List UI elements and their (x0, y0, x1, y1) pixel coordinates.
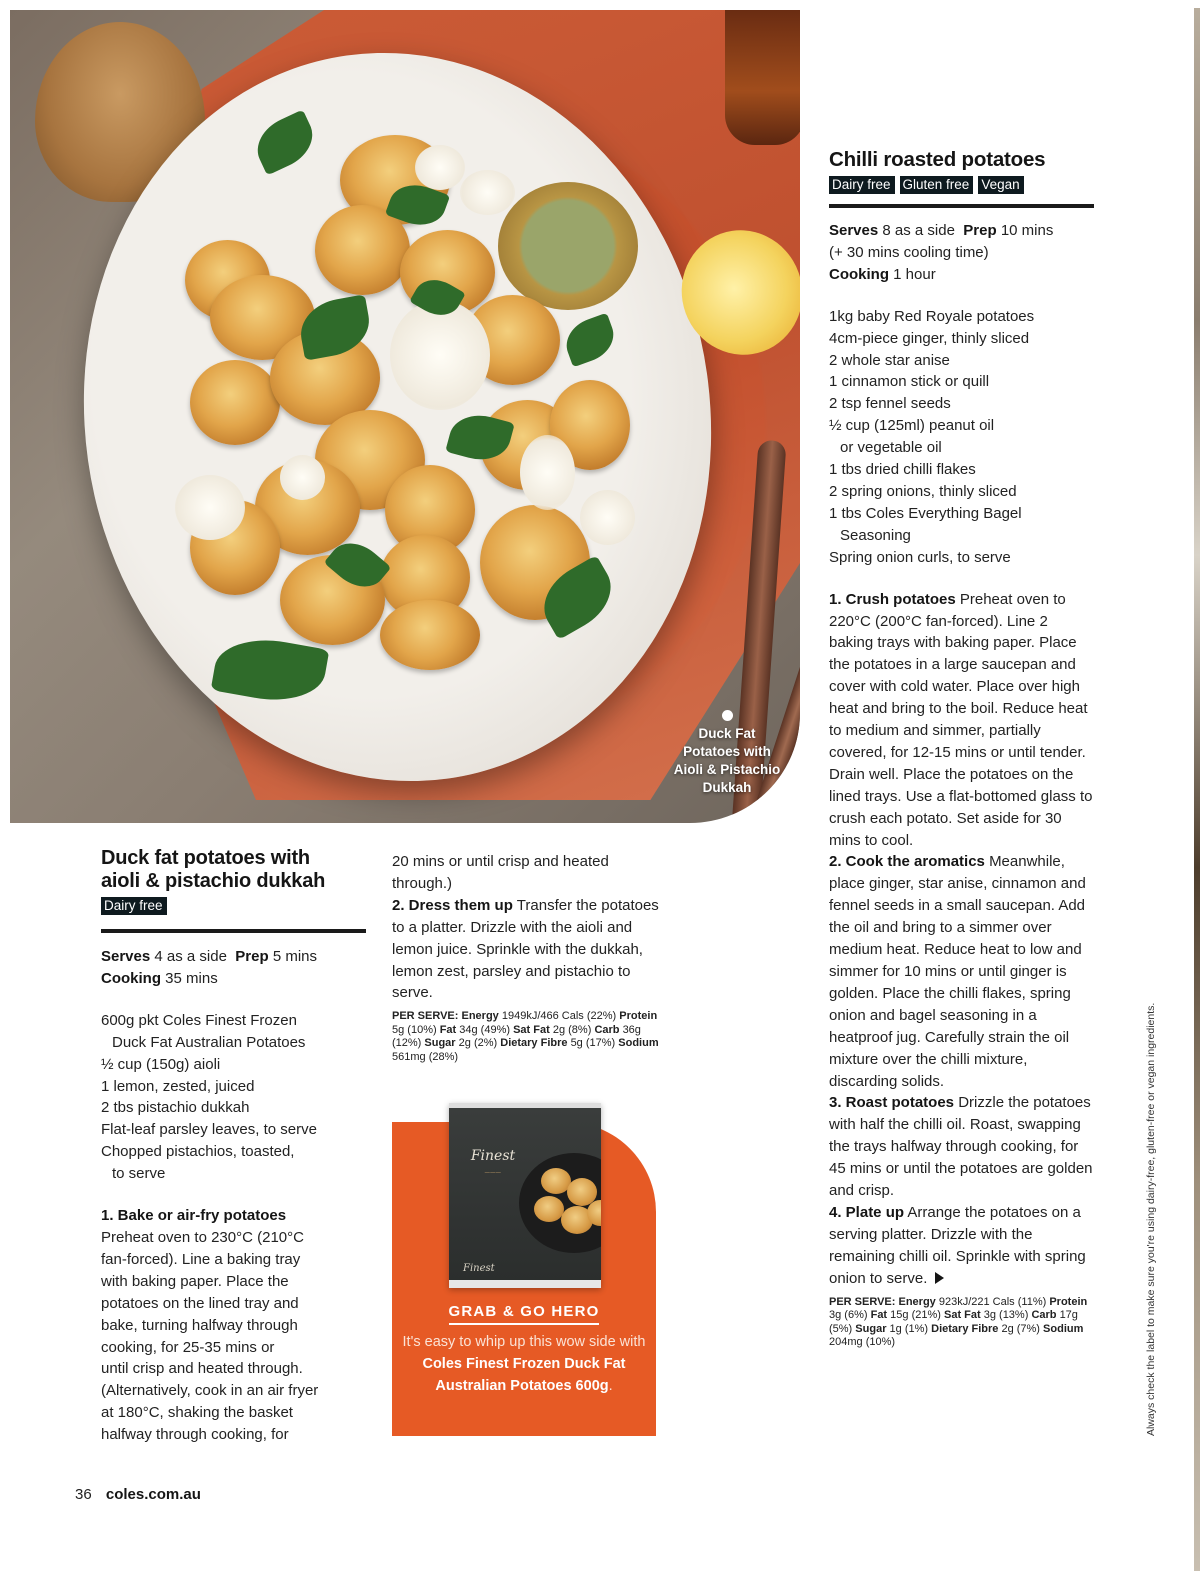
method-steps: 1. Bake or air-fry potatoes Preheat oven to 230°C (210°C fan-forced). Line a baking tray with baking paper. Place the potatoes on the lined tray and bake, turning halfway through cooking, for 25-35 mins or until crisp and heated through. (Alternatively, cook in an air fryer at 180°C, shaking the basket halfway through cooking, for (101, 1207, 319, 1444)
aioli-dollop-graphic (520, 435, 575, 510)
aioli-dollop-graphic (580, 490, 635, 545)
ingredient-item: 2 tsp fennel seeds (829, 395, 951, 413)
ingredient-item: 2 tbs pistachio dukkah (101, 1099, 250, 1117)
method-steps (829, 589, 1094, 1290)
recipe-title: Duck fat potatoes with aioli & pistachio dukkah (101, 847, 326, 892)
recipe-title: Chilli roasted potatoes (829, 148, 1046, 171)
continue-arrow-icon (935, 1272, 944, 1284)
product-brand-label: Finest ——— (470, 1148, 516, 1176)
aioli-dollop-graphic (175, 475, 245, 540)
ingredient-item: Spring onion curls, to serve (829, 548, 1011, 566)
dukkah-bowl-graphic (498, 182, 638, 310)
ingredient-item: ½ cup (150g) aioli (101, 1055, 221, 1073)
recipe-duck-fat-potatoes (101, 847, 366, 1446)
potato-graphic (534, 1196, 564, 1222)
aioli-dollop-graphic (460, 170, 515, 215)
method-step: 2. Cook the aromatics Meanwhile, place ginger, star anise, cinnamon and fennel seeds in a small saucepan. Add the oil and bring to a simmer over medium heat. Reduce heat to low and simmer for 10 mins or until ginger is golden. Place the chilli flakes, spring onion and bagel seasoning in a heatproof jug. Carefully strain the oil mixture over the chilli mixture, discarding solids. (829, 853, 1086, 1090)
recipe-meta: Serves 4 as a side Prep 5 mins Cooking 35 mins (101, 948, 317, 987)
method-steps (392, 851, 660, 1004)
ingredient-list (829, 306, 1094, 569)
method-step: 2. Dress them up Transfer the potatoes to a platter. Drizzle with the aioli and lemon juice. Sprinkle with the dukkah, lemon zest, parsley and pistachio to serve. (392, 896, 659, 1002)
tag-dairy-free: Dairy free (829, 176, 895, 194)
nutrition-info: PER SERVE: Energy 923kJ/221 Cals (11%) Protein 3g (6%) Fat 15g (21%) Sat Fat 3g (13%) Carb 17g (5%) Sugar 1g (1%) Dietary Fibre 2g (7%) Sodium 204mg (10%) (829, 1295, 1088, 1349)
ingredient-item: 1 cinnamon stick or quill (829, 373, 990, 391)
ingredient-item: 2 whole star anise (829, 351, 950, 369)
aioli-dollop-graphic (415, 145, 465, 190)
next-page-edge (1194, 8, 1200, 1571)
ingredient-item: 4cm-piece ginger, thinly sliced (829, 329, 1030, 347)
ingredient-list (101, 1010, 366, 1185)
potato-graphic (380, 600, 480, 670)
promo-text (392, 1302, 656, 1397)
promo-body: It's easy to whip up this wow side with Coles Finest Frozen Duck Fat Australian Potatoes 600g. (402, 1334, 646, 1394)
ingredient-item: 1 tbs Coles Everything Bagel (829, 504, 1022, 522)
ingredient-item: 1kg baby Red Royale potatoes (829, 307, 1035, 325)
ingredient-item: Flat-leaf parsley leaves, to serve (101, 1121, 317, 1139)
recipe-duck-fat-potatoes-continued (392, 851, 660, 1064)
ingredient-item: ½ cup (125ml) peanut oil (829, 417, 995, 435)
ingredient-item: 1 tbs dried chilli flakes (829, 461, 976, 479)
tag-gluten-free: Gluten free (900, 176, 974, 194)
method-step: 1. Crush potatoes Preheat oven to 220°C (200°C fan-forced). Line 2 baking trays with baking paper. Place the potatoes in a large saucepan and cover with cold water. Place over high heat and bring to the boil. Reduce heat to medium and simmer, partially covered, for 12-15 mins or until tender. Drain well. Place the potatoes on the lined trays. Use a flat-bottomed glass to crush each potato. Set aside for 30 mins to cool. (829, 590, 1093, 849)
hero-photo (10, 10, 800, 823)
dietary-disclaimer: Always check the label to make sure you're using dairy-free, gluten-free or vegan ingredients. (1145, 1002, 1157, 1436)
tag-vegan: Vegan (978, 176, 1023, 194)
method-step: 20 mins or until crisp and heated through.) (392, 853, 609, 892)
dietary-tags (101, 897, 366, 915)
title-rule (829, 204, 1094, 208)
page-footer (75, 1486, 201, 1504)
ingredient-item: Chopped pistachios, toasted, (101, 1143, 295, 1161)
ingredient-item: 2 spring onions, thinly sliced (829, 482, 1017, 500)
promo-heading: GRAB & GO HERO (449, 1302, 600, 1325)
ingredient-item: Seasoning (840, 526, 911, 544)
ingredient-item: to serve (112, 1165, 166, 1183)
title-rule (101, 929, 366, 933)
drink-glass-graphic (725, 10, 800, 145)
ingredient-item: 600g pkt Coles Finest Frozen (101, 1011, 297, 1029)
ingredient-item: 1 lemon, zested, juiced (101, 1077, 255, 1095)
potato-graphic (190, 360, 280, 445)
method-step: 4. Plate up Arrange the potatoes on a serving platter. Drizzle with the remaining chilli oil. Sprinkle with spring onion to serve. (829, 1203, 1086, 1287)
ingredient-item: Duck Fat Australian Potatoes (112, 1033, 306, 1051)
caption-dot-icon (722, 710, 733, 721)
tag-dairy-free: Dairy free (101, 897, 167, 915)
photo-caption: Duck Fat Potatoes with Aioli & Pistachio Dukkah (658, 710, 796, 797)
recipe-chilli-roasted-potatoes (829, 148, 1094, 1350)
method-step: 3. Roast potatoes Drizzle the potatoes with half the chilli oil. Roast, swapping the trays halfway through cooking, for 45 mins or until the potatoes are golden and crisp. (829, 1094, 1093, 1200)
nutrition-info: PER SERVE: Energy 1949kJ/466 Cals (22%) Protein 5g (10%) Fat 34g (49%) Sat Fat 2g (8%) Carb 36g (12%) Sugar 2g (2%) Dietary Fibre 5g (17%) Sodium 561mg (28%) (392, 1010, 659, 1063)
product-image: Finest ——— Finest (449, 1103, 601, 1288)
aioli-dollop-graphic (390, 300, 490, 410)
site-link[interactable]: coles.com.au (105, 1486, 201, 1503)
dietary-tags (829, 176, 1094, 194)
recipe-meta: Serves 8 as a side Prep 10 mins (+ 30 mins cooling time) Cooking 1 hour (829, 222, 1054, 283)
ingredient-item: or vegetable oil (840, 439, 942, 457)
page-number: 36 (75, 1486, 92, 1503)
aioli-dollop-graphic (280, 455, 325, 500)
